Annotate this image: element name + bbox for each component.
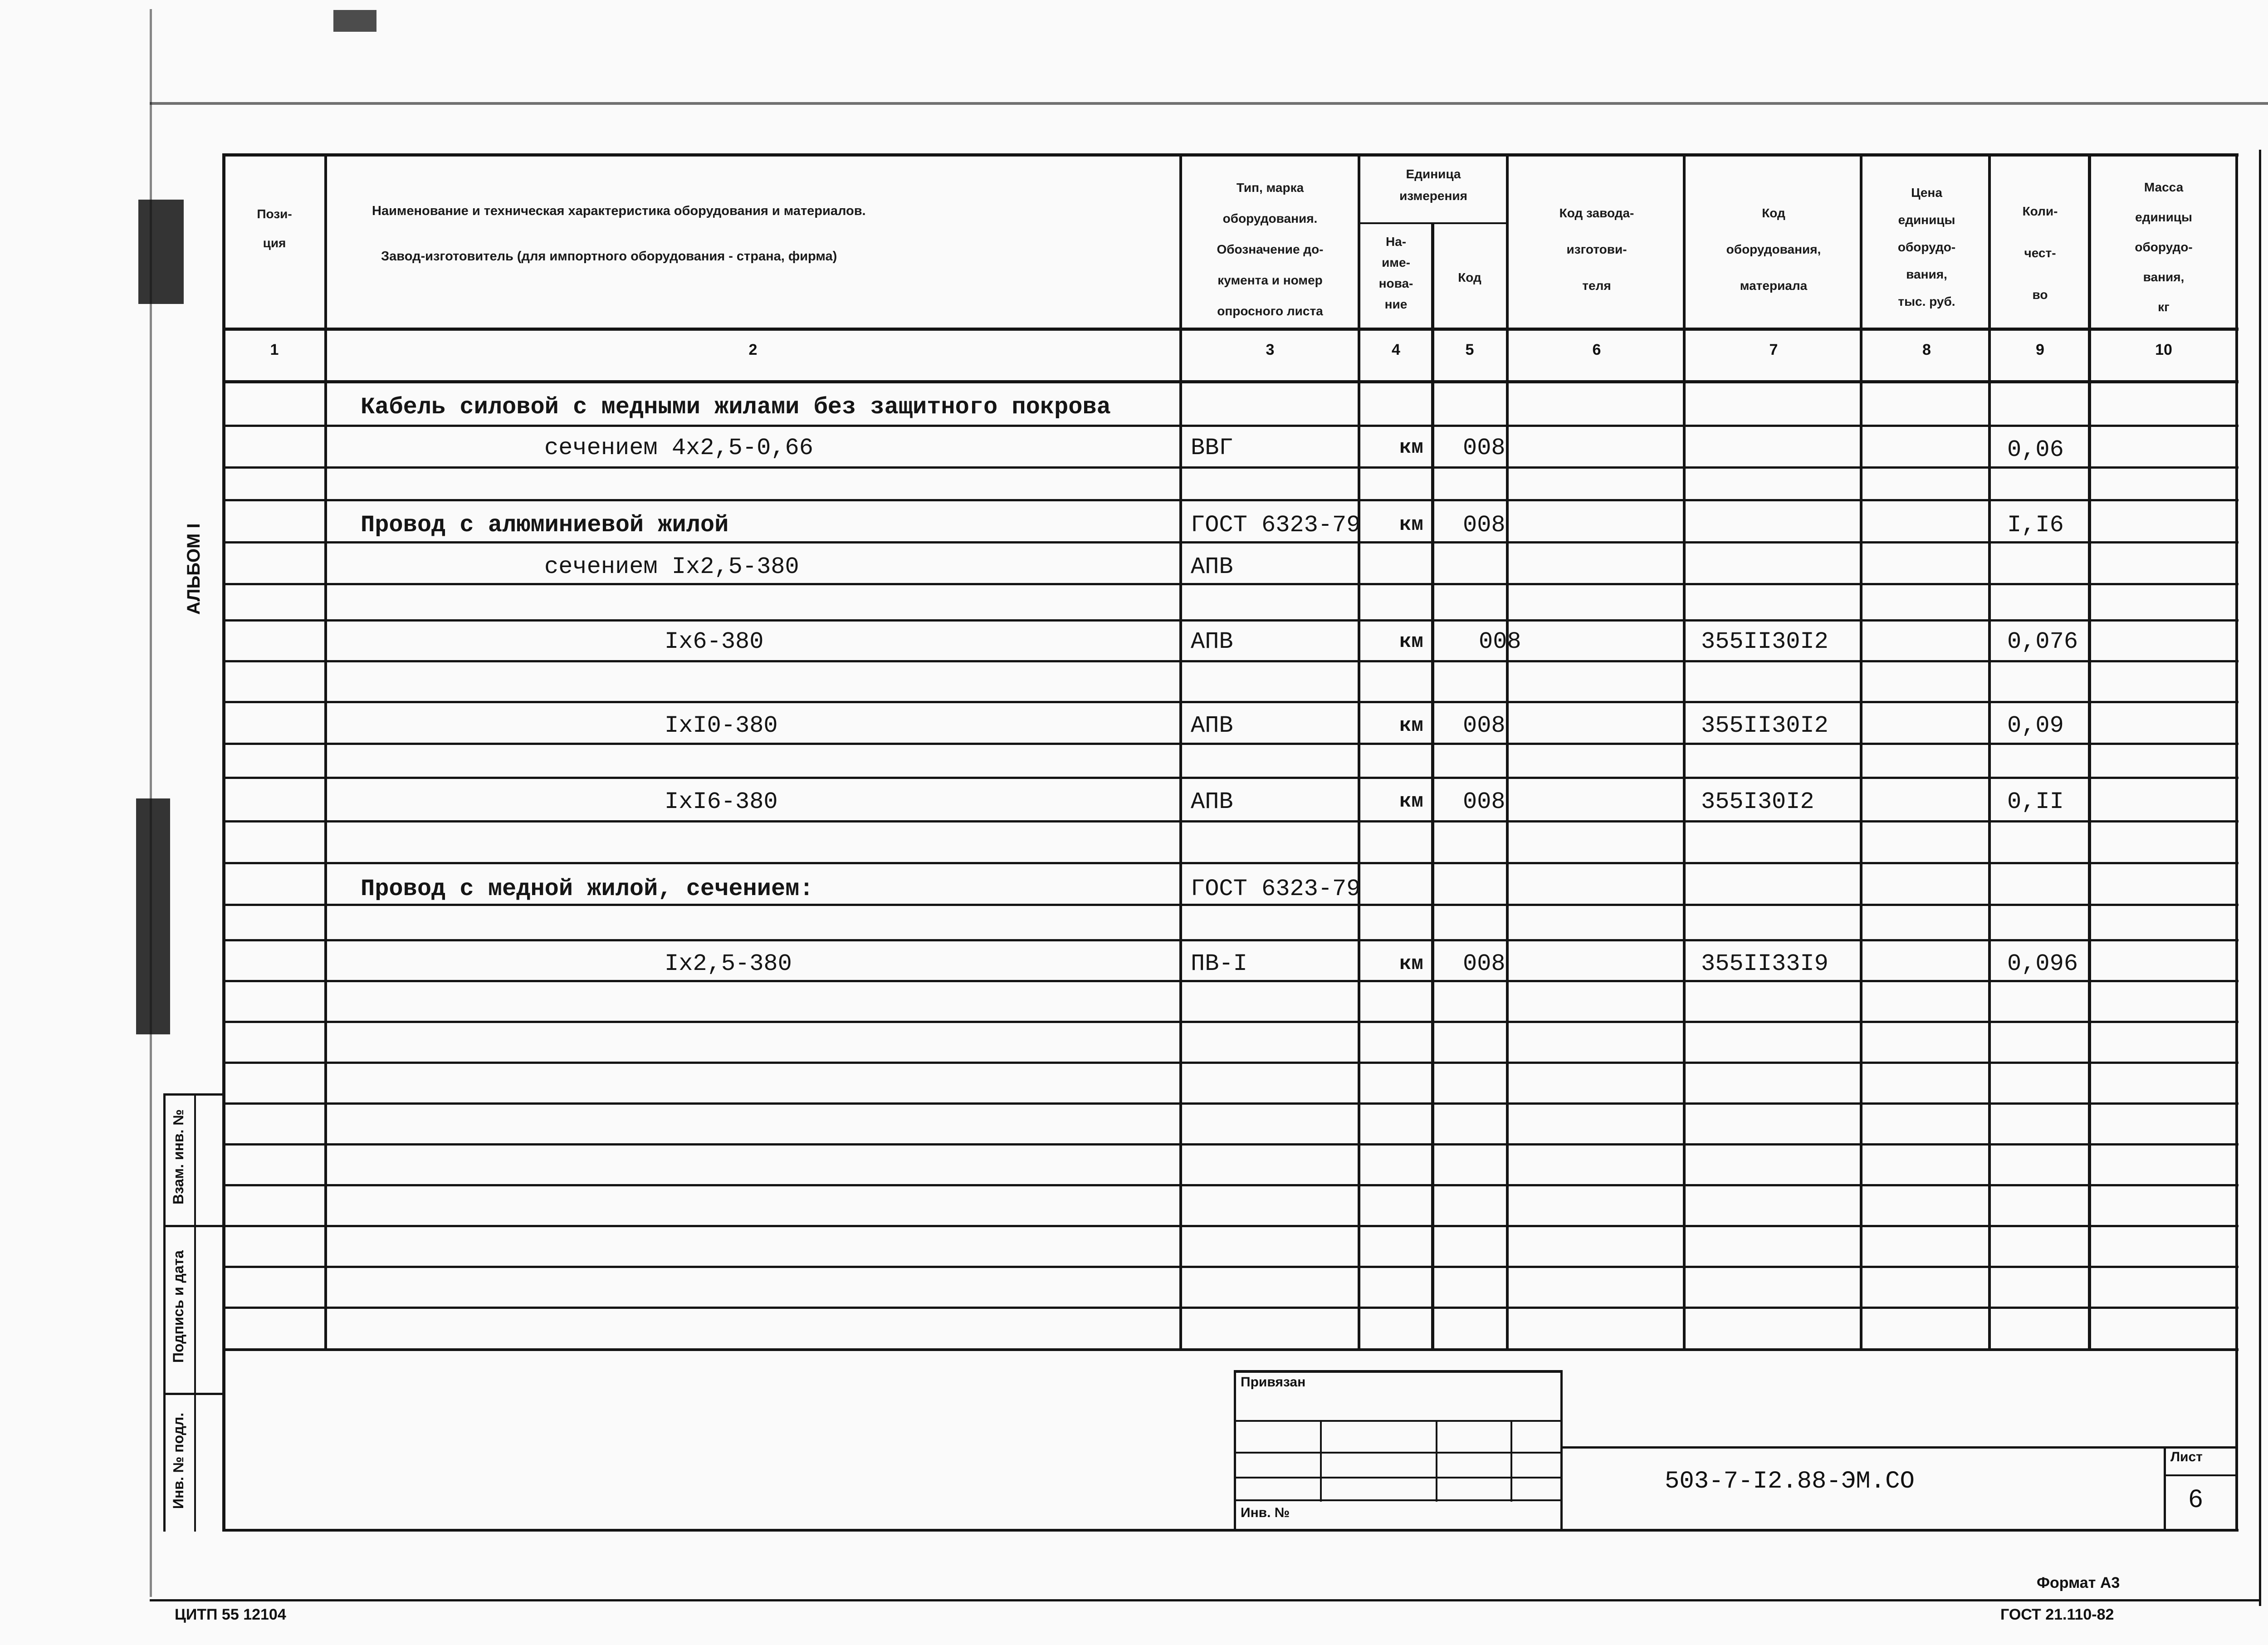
frame-bottom	[222, 1529, 2239, 1532]
colnum-3: 3	[1266, 341, 1275, 358]
table-rule	[222, 1021, 2239, 1023]
frame-left	[222, 153, 225, 1532]
table-rule	[222, 939, 2239, 941]
vline-9	[2088, 153, 2091, 1350]
frame-top	[222, 153, 2239, 157]
row-type: АПВ	[1191, 788, 1233, 815]
row-name: Провод с медной жилой, сечением:	[361, 876, 814, 902]
row-qty: 0,09	[2007, 712, 2064, 739]
frame-right	[2235, 153, 2238, 1532]
vline-8	[1988, 153, 1991, 1350]
stamp-h4	[1234, 1499, 1563, 1501]
stamp-h3	[1234, 1477, 1563, 1479]
header-material-code: Код оборудования, материала	[1726, 206, 1821, 293]
header-unit: Единица измерения	[1399, 167, 1467, 203]
table-rule	[222, 743, 2239, 745]
row-name: Iх2,5-380	[665, 950, 792, 977]
table-bottom	[222, 1348, 2239, 1351]
table-rule	[222, 862, 2239, 864]
colnum-1: 1	[270, 341, 279, 358]
row-type: АПВ	[1191, 553, 1233, 580]
side-box-mid	[194, 1093, 196, 1532]
row-qty: 0,06	[2007, 436, 2064, 463]
binding-shadow-1	[138, 200, 184, 304]
side-inv-original: Инв. № подл.	[170, 1412, 186, 1509]
row-material: 355I30I2	[1701, 788, 1814, 815]
stamp-v1	[1320, 1420, 1322, 1502]
table-rule	[222, 1143, 2239, 1146]
table-rule	[222, 466, 2239, 469]
colnum-bottom-line	[222, 380, 2239, 383]
table-rule	[222, 583, 2239, 585]
row-name: Провод с алюминиевой жилой	[361, 512, 729, 539]
table-rule	[222, 619, 2239, 622]
vline-6	[1683, 153, 1686, 1350]
row-qty: 0,076	[2007, 628, 2078, 655]
row-unit: км	[1399, 715, 1423, 737]
header-unit-name: На- име- нова- ние	[1378, 235, 1413, 311]
table-rule	[222, 820, 2239, 822]
table-rule	[222, 701, 2239, 703]
row-type: АПВ	[1191, 712, 1233, 739]
stamp-inv-no: Инв. №	[1241, 1505, 1290, 1520]
top-edge-line	[150, 102, 2268, 105]
colnum-4: 4	[1392, 341, 1400, 358]
vline-7	[1860, 153, 1862, 1350]
row-name: IхI6-380	[665, 788, 778, 815]
outer-sheet-line	[2259, 150, 2261, 1606]
sheet-box-mid	[2164, 1474, 2236, 1476]
colnum-7: 7	[1769, 341, 1778, 358]
row-code: 008	[1463, 512, 1505, 539]
table-rule	[222, 1184, 2239, 1186]
header-name-line2: Завод-изготовитель (для импортного оборудования - страна, фирма)	[381, 249, 837, 264]
row-name: Iх6-380	[665, 628, 764, 655]
vline-4	[1431, 222, 1434, 1350]
colnum-5: 5	[1465, 341, 1474, 358]
footer-left: ЦИТП 55 12104	[175, 1606, 286, 1623]
vline-5	[1506, 153, 1509, 1350]
row-name: Кабель силовой с медными жилами без защитного покрова	[361, 394, 1111, 421]
header-position: Пози- ция	[257, 207, 292, 250]
row-code: 008	[1479, 628, 1521, 655]
stamp-h1	[1234, 1420, 1563, 1422]
header-quantity: Коли- чест- во	[2022, 204, 2058, 302]
row-code: 008	[1463, 788, 1505, 815]
row-type: ВВГ	[1191, 435, 1233, 461]
row-type: АПВ	[1191, 628, 1233, 655]
row-name: сечением Iх2,5-380	[544, 553, 799, 580]
table-rule	[222, 980, 2239, 982]
stamp-v2	[1436, 1420, 1437, 1502]
header-type: Тип, марка оборудования. Обозначение до- кумента и номер опросного листа	[1217, 181, 1324, 318]
table-rule	[222, 777, 2239, 779]
row-qty: I,I6	[2007, 512, 2064, 539]
header-mass: Масса единицы оборудо- вания, кг	[2135, 180, 2193, 314]
header-name-line1: Наименование и техническая характеристика оборудования и материалов.	[372, 204, 866, 218]
vline-3	[1358, 153, 1360, 1350]
row-type: ГОСТ 6323-79	[1191, 876, 1361, 902]
table-rule	[222, 499, 2239, 501]
footer-gost: ГОСТ 21.110-82	[2000, 1606, 2114, 1623]
row-qty: 0,II	[2007, 788, 2064, 815]
stamp-h2	[1234, 1452, 1563, 1454]
sheet-label: Лист	[2170, 1449, 2203, 1464]
sheet-number: 6	[2189, 1484, 2203, 1513]
row-code: 008	[1463, 435, 1505, 461]
table-rule	[222, 541, 2239, 543]
table-rule	[222, 425, 2239, 427]
header-maker-code: Код завода- изготови- теля	[1559, 206, 1634, 293]
row-type: ГОСТ 6323-79	[1191, 512, 1361, 539]
binding-shadow-2	[136, 798, 170, 1034]
row-name: IхI0-380	[665, 712, 778, 739]
row-qty: 0,096	[2007, 950, 2078, 977]
stamp-box-left	[1234, 1370, 1236, 1531]
row-material: 355II30I2	[1701, 712, 1828, 739]
row-name: сечением 4х2,5-0,66	[544, 435, 813, 461]
side-box-left	[163, 1093, 166, 1532]
stamp-privyazan: Привязан	[1241, 1375, 1306, 1390]
table-rule	[222, 1307, 2239, 1309]
header-unit-code: Код	[1458, 270, 1481, 284]
scan-mark-top	[333, 10, 376, 32]
row-unit: км	[1399, 436, 1423, 459]
sheet-box-left	[2164, 1446, 2166, 1532]
album-label: АЛЬБОМ I	[184, 523, 204, 615]
table-rule	[222, 1062, 2239, 1064]
table-rule	[222, 904, 2239, 906]
vline-1	[324, 153, 327, 1350]
colnum-2: 2	[748, 341, 758, 358]
side-sign-date: Подпись и дата	[170, 1250, 186, 1363]
colnum-8: 8	[1922, 341, 1931, 358]
row-material: 355II30I2	[1701, 628, 1828, 655]
table-rule	[222, 1266, 2239, 1268]
table-rule	[222, 1102, 2239, 1105]
footer-format: Формат А3	[2037, 1574, 2120, 1591]
stamp-box-top	[1234, 1370, 1563, 1373]
table-rule	[222, 1225, 2239, 1227]
vline-2	[1179, 153, 1182, 1350]
row-type: ПВ-I	[1191, 950, 1247, 977]
row-unit: км	[1399, 953, 1423, 975]
row-code: 008	[1463, 712, 1505, 739]
row-material: 355II33I9	[1701, 950, 1828, 977]
stamp-v3	[1510, 1420, 1512, 1502]
outer-sheet-bottom	[150, 1599, 2261, 1601]
doc-code: 503-7-I2.88-ЭМ.СО	[1665, 1468, 1915, 1495]
doc-box-top	[1560, 1446, 2236, 1449]
table-rule	[222, 660, 2239, 662]
colnum-10: 10	[2155, 341, 2172, 358]
header-bottom-line	[222, 328, 2239, 331]
colnum-9: 9	[2036, 341, 2044, 358]
row-unit: км	[1399, 631, 1423, 653]
side-inv-replaced: Взам. инв. №	[170, 1109, 186, 1204]
row-unit: км	[1399, 790, 1423, 813]
row-code: 008	[1463, 950, 1505, 977]
stamp-box-right	[1560, 1370, 1563, 1531]
row-unit: км	[1399, 514, 1423, 536]
header-price: Цена единицы оборудо- вания, тыс. руб.	[1897, 186, 1956, 308]
colnum-6: 6	[1592, 341, 1601, 358]
